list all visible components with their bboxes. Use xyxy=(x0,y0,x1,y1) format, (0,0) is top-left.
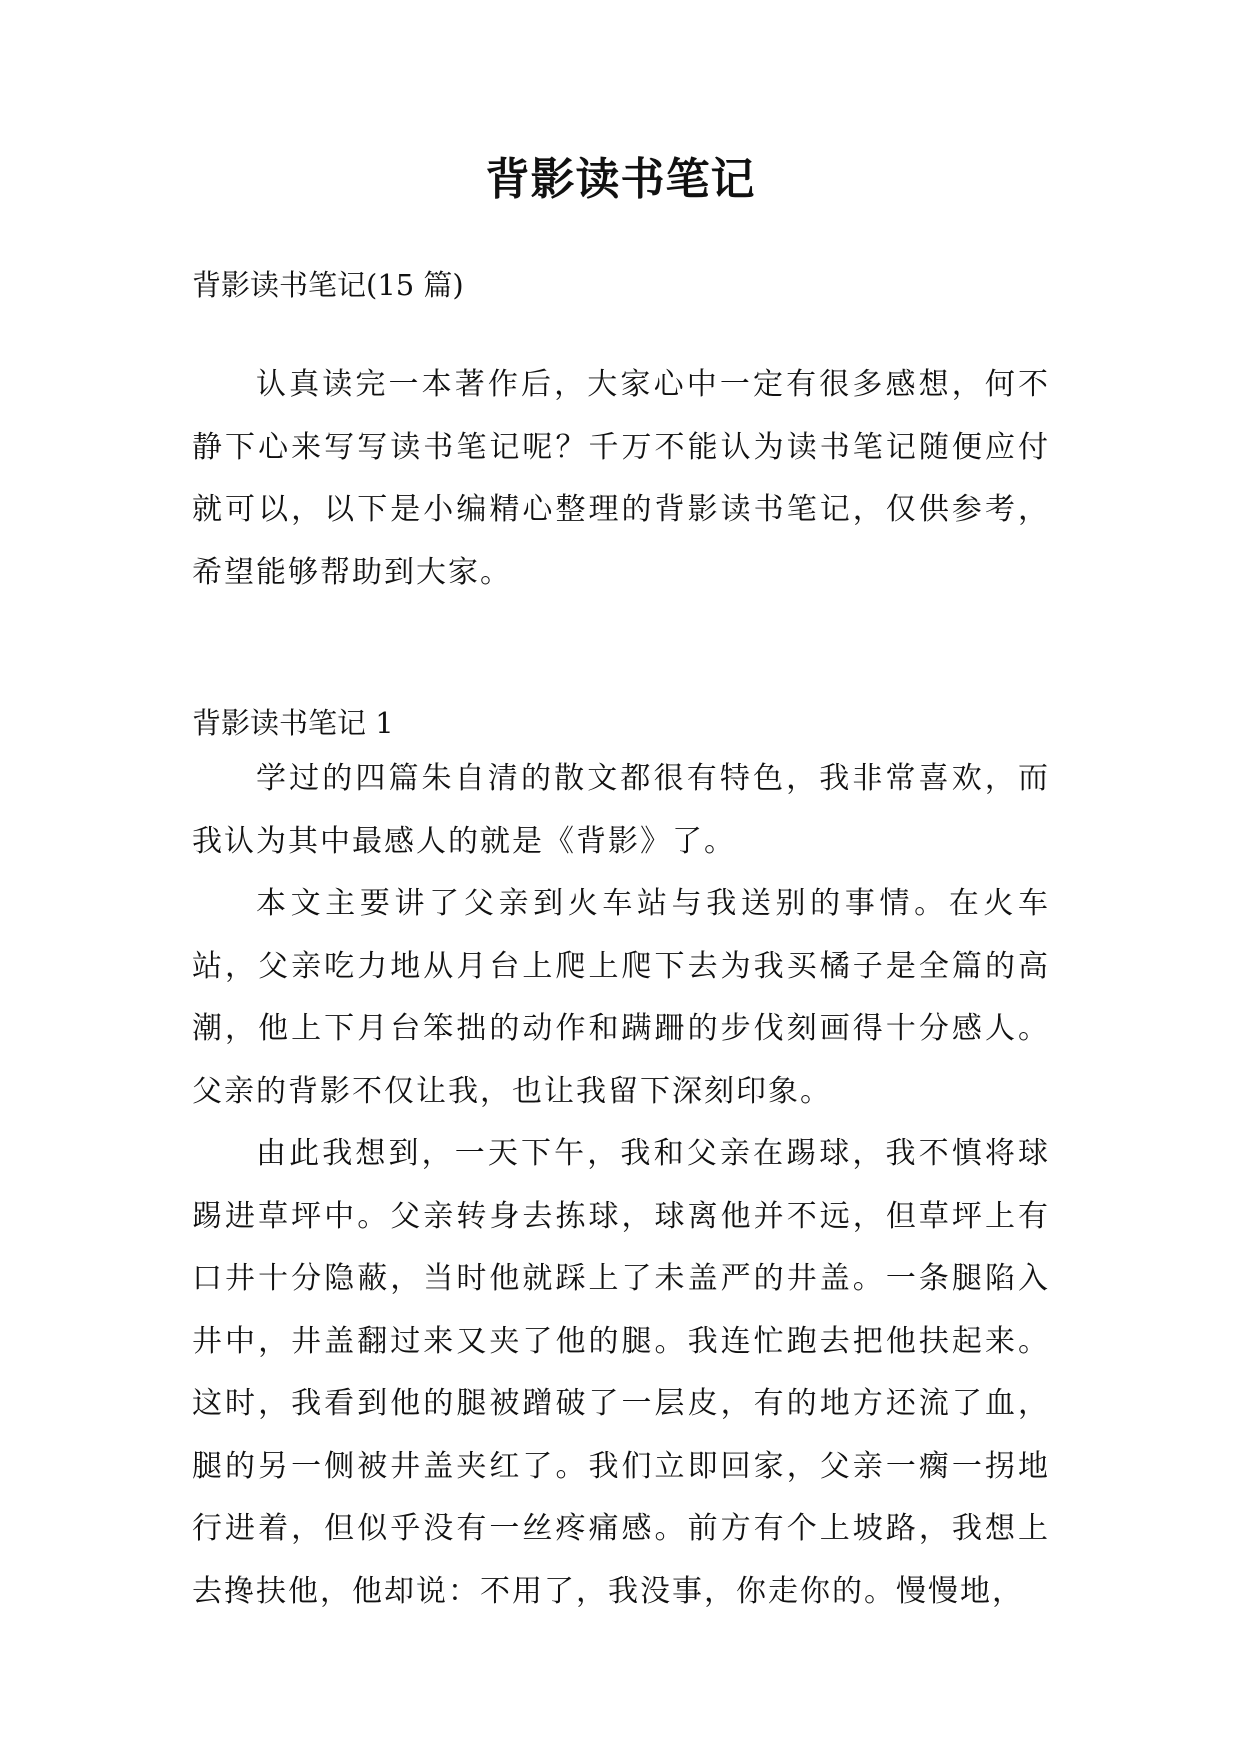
section-heading: 背影读书笔记 1 xyxy=(192,706,394,740)
body-paragraph-3: 由此我想到，一天下午，我和父亲在踢球，我不慎将球踢进草坪中。父亲转身去拣球，球离他并不远，但草坪上有口井十分隐蔽，当时他就踩上了未盖严的井盖。一条腿陷入井中，井盖翻过来又夹了他的腿。我连忙跑去把他扶起来。这时，我看到他的腿被蹭破了一层皮，有的地方还流了血，腿的另一侧被井盖夹红了。我们立即回家，父亲一瘸一拐地行进着，但似乎没有一丝疼痛感。前方有个上坡路，我想上去搀扶他，他却说：不用了，我没事，你走你的。慢慢地， xyxy=(192,1136,1050,1609)
body-paragraph-2: 本文主要讲了父亲到火车站与我送别的事情。在火车站，父亲吃力地从月台上爬上爬下去为我买橘子是全篇的高潮，他上下月台笨拙的动作和蹒跚的步伐刻画得十分感人。父亲的背影不仅让我，也让我留下深刻印象。 xyxy=(192,886,1050,1109)
document-title: 背影读书笔记 xyxy=(485,154,756,205)
intro-paragraph: 认真读完一本著作后，大家心中一定有很多感想，何不静下心来写写读书笔记呢？千万不能认为读书笔记随便应付就可以，以下是小编精心整理的背影读书笔记，仅供参考，希望能够帮助到大家。 xyxy=(192,367,1050,590)
body-paragraph-1: 学过的四篇朱自清的散文都很有特色，我非常喜欢，而我认为其中最感人的就是《背影》了。 xyxy=(192,761,1050,859)
document-subtitle: 背影读书笔记(15 篇) xyxy=(192,268,464,302)
